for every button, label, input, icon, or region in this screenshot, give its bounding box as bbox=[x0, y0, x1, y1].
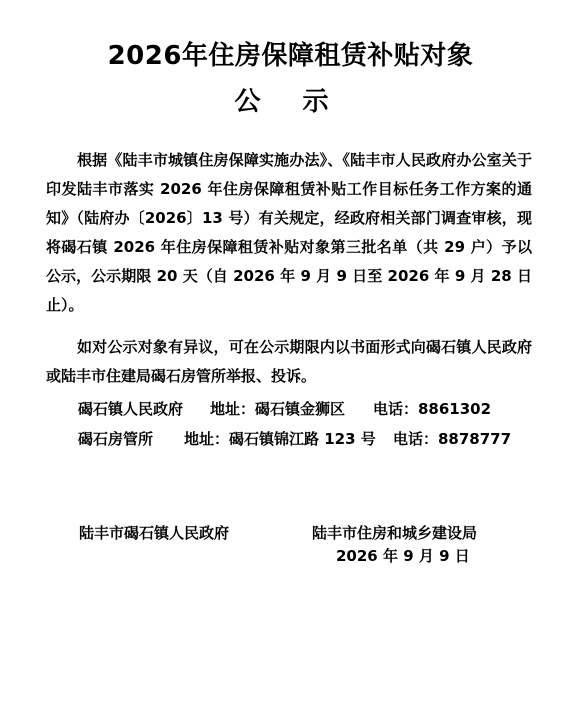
document-subtitle: 公示 bbox=[234, 87, 371, 117]
document-title: 2026年住房保障租赁补贴对象 bbox=[107, 41, 474, 71]
contact-row-housing-office bbox=[78, 428, 511, 450]
contact-address: 地址：碣石镇锦江路 123 号 bbox=[184, 430, 376, 448]
paragraph-objection: 如对公示对象有异议，可在公示期限内以书面形式向碣石镇人民政府或陆丰市住建局碣石房管所举报、投诉。 bbox=[46, 338, 532, 385]
contact-phone: 电话：8878777 bbox=[393, 430, 512, 448]
signature-housing-bureau: 陆丰市住房和城乡建设局 bbox=[312, 524, 478, 542]
contact-phone: 电话：8861302 bbox=[373, 400, 492, 418]
signature-town-government: 陆丰市碣石镇人民政府 bbox=[79, 524, 230, 542]
contact-org: 碣石镇人民政府 bbox=[78, 400, 184, 418]
paragraph-basis: 根据《陆丰市城镇住房保障实施办法》、《陆丰市人民政府办公室关于印发陆丰市落实 2026 年住房保障租赁补贴工作目标任务工作方案的通知》（陆府办〔2026〕13 号）有关规定，经政府相关部门调查审核，现将碣石镇 2026 年住房保障租赁补贴对象第三批名单（共 29 户）予以公示，公示期限 20 天（自 2026 年 9 月 9 日至 2026 年 9 月 28 日止）。 bbox=[46, 151, 532, 314]
contact-address: 地址：碣石镇金狮区 bbox=[210, 400, 346, 418]
contact-row-town-government bbox=[78, 398, 491, 420]
contact-org: 碣石房管所 bbox=[78, 430, 154, 448]
signature-date: 2026 年 9 月 9 日 bbox=[336, 547, 470, 565]
